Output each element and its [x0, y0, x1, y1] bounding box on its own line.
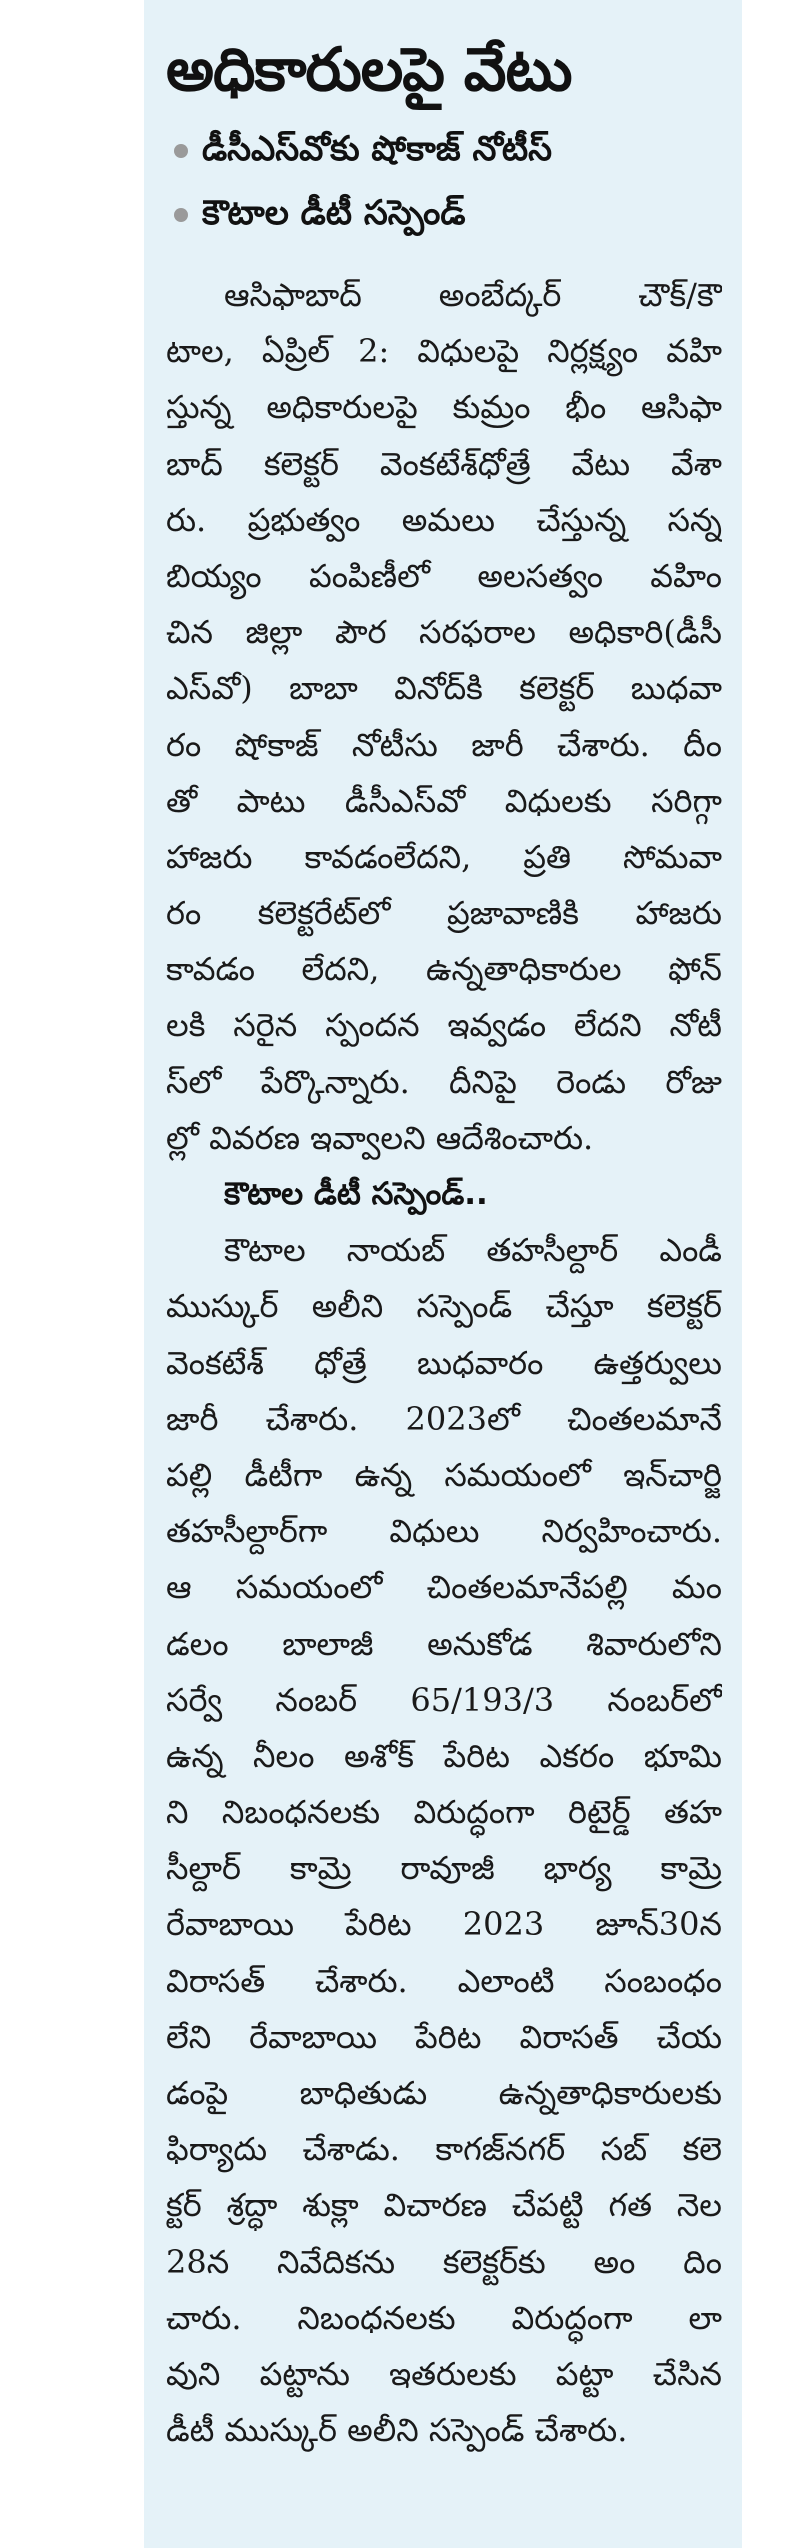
text-line: కౌటాల నాయబ్ తహసీల్దార్ ఎండీ	[224, 1231, 722, 1270]
text-line: డంపై బాధితుడు ఉన్నతాధికారులకు	[166, 2074, 722, 2112]
text-line: లేని రేవాబాయి పేరిట విరాసత్ చేయ	[166, 2017, 722, 2056]
headline: అధికారులపై వేటు	[166, 35, 572, 105]
bullet-text: డీసీఎస్‌వోకు షోకాజ్ నోటీస్	[202, 129, 553, 169]
bullet-list	[166, 117, 722, 245]
text-line: రం షోకాజ్ నోటీసు జారీ చేశారు. దీం	[166, 725, 722, 764]
text-line: ల్లో వివరణ ఇవ్వాలని ఆదేశించారు.	[166, 1118, 594, 1157]
text-line: సీల్దార్ కామ్రె రావూజీ భార్య కామ్రె	[166, 1849, 722, 1888]
text-line: వెంకటేశ్ ధోత్రే బుధవారం ఉత్తర్వులు	[166, 1343, 722, 1382]
text-line: ముస్కుర్ అలీని సస్పెండ్ చేస్తూ కలెక్టర్	[166, 1287, 722, 1326]
text-line: కావడం లేదని, ఉన్నతాధికారుల ఫోన్	[166, 950, 722, 989]
text-line: రేవాబాయి పేరిట 2023 జూన్30న	[166, 1905, 722, 1944]
text-line: హాజరు కావడంలేదని, ప్రతి సోమవా	[166, 837, 722, 876]
text-line: ఆ సమయంలో చింతలమానేపల్లి మం	[166, 1568, 722, 1607]
text-line: డీటీ ముస్కుర్ అలీని సస్పెండ్ చేశారు.	[166, 2411, 628, 2450]
news-clipping	[144, 0, 742, 2548]
bullet-item	[174, 181, 722, 245]
article-body	[166, 267, 722, 2458]
bullet-item	[174, 117, 722, 181]
text-line: టాల, ఏప్రిల్ 2: విధులపై నిర్లక్ష్యం వహి	[166, 332, 722, 371]
text-line: క్టర్ శ్రద్ధా శుక్లా విచారణ చేపట్టి గత నెల	[166, 2186, 722, 2225]
paragraph-1	[166, 267, 722, 1166]
text-line: రు. ప్రభుత్వం అమలు చేస్తున్న సన్న	[166, 500, 722, 539]
text-line: జారీ చేశారు. 2023లో చింతలమానే	[166, 1399, 722, 1438]
text-line: ఆసిఫాబాద్ అంబేద్కర్ చౌక్/కౌ	[224, 276, 722, 314]
text-line: విరాసత్ చేశారు. ఎలాంటి సంబంధం	[166, 1961, 722, 2000]
text-line: రం కలెక్టరేట్‌లో ప్రజావాణికి హాజరు	[166, 894, 722, 933]
text-line: లకి సరైన స్పందన ఇవ్వడం లేదని నోటీ	[166, 1006, 722, 1045]
text-line: ని నిబంధనలకు విరుద్ధంగా రిటైర్డ్ తహ	[166, 1793, 722, 1832]
text-line: డలం బాలాజీ అనుకోడ శివారులోని	[166, 1624, 722, 1663]
paragraph-2	[166, 1222, 722, 2458]
text-line: ఎస్‌వో) బాబా వినోద్‌కి కలెక్టర్ బుధవా	[166, 669, 722, 708]
text-line: ఉన్న నీలం అశోక్ పేరిట ఎకరం భూమి	[166, 1736, 722, 1775]
text-line: చిన జిల్లా పౌర సరఫరాల అధికారి(డీసీ	[166, 613, 722, 652]
text-line: 28న నివేదికను కలెక్టర్‌కు అం దిం	[166, 2242, 722, 2281]
text-line: స్తున్న అధికారులపై కుమ్రం భీం ఆసిఫా	[166, 388, 722, 427]
bullet-text: కౌటాల డీటీ సస్పెండ్	[202, 193, 466, 233]
text-line: తో పాటు డీసీఎస్‌వో విధులకు సరిగ్గా	[166, 781, 722, 820]
text-line: పల్లి డీటీగా ఉన్న సమయంలో ఇన్‌చార్జి	[166, 1455, 722, 1494]
bullet-dot-icon	[174, 144, 188, 158]
text-line: తహసీల్దార్‌గా విధులు నిర్వహించారు.	[166, 1512, 722, 1551]
bullet-dot-icon	[174, 208, 188, 222]
text-line: వుని పట్టాను ఇతరులకు పట్టా చేసిన	[166, 2354, 722, 2393]
text-line: ఫిర్యాదు చేశాడు. కాగజ్‌నగర్ సబ్ కలె	[166, 2130, 722, 2169]
subheading: కౌటాల డీటీ సస్పెండ్..	[224, 1176, 488, 1212]
text-line: సర్వే నంబర్ 65/193/3 నంబర్‌లో	[166, 1680, 722, 1719]
text-line: బాద్ కలెక్టర్ వెంకటేశ్‌ధోత్రే వేటు వేశా	[166, 444, 722, 483]
text-line: స్‌లో పేర్కొన్నారు. దీనిపై రెండు రోజు	[166, 1062, 722, 1101]
text-line: బియ్యం పంపిణీలో అలసత్వం వహిం	[166, 556, 722, 595]
text-line: చారు. నిబంధనలకు విరుద్ధంగా లా	[166, 2298, 722, 2337]
